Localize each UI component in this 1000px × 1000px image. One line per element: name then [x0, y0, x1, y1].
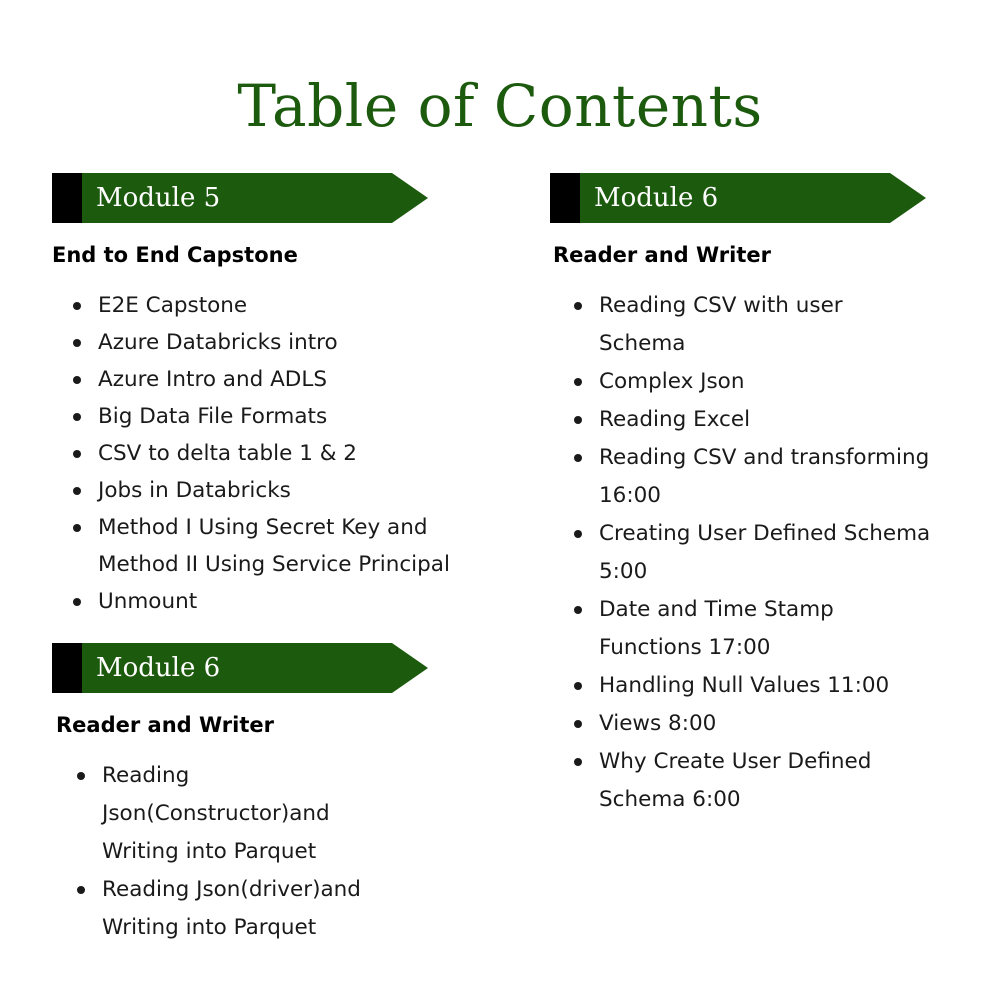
list-item: Reading CSV and transforming 16:00 — [553, 439, 933, 515]
module-5-banner-label: Module 5 — [96, 183, 221, 213]
list-item: Complex Json — [553, 363, 933, 401]
list-item: Date and Time Stamp Functions 17:00 — [553, 591, 933, 667]
bullet-icon — [73, 450, 81, 458]
list-item: E2E Capstone — [52, 287, 482, 324]
module-6-left-banner-label: Module 6 — [96, 653, 221, 683]
list-item: Reading Json(Constructor)and Writing into Parquet — [56, 757, 386, 871]
bullet-icon — [574, 682, 582, 690]
list-item: Azure Intro and ADLS — [52, 361, 482, 398]
list-item: Reading Excel — [553, 401, 933, 439]
module-6-right-subtitle: Reader and Writer — [553, 243, 771, 267]
module-5-subtitle: End to End Capstone — [52, 243, 298, 267]
list-item: Method I Using Secret Key and Method II Using Service Principal — [52, 509, 482, 583]
bullet-icon — [73, 413, 81, 421]
list-item: Azure Databricks intro — [52, 324, 482, 361]
module-6-left-banner — [52, 643, 428, 693]
bullet-icon — [574, 416, 582, 424]
list-item: Handling Null Values 11:00 — [553, 667, 933, 705]
module-6-left-section — [52, 643, 492, 947]
bullet-icon — [574, 530, 582, 538]
module-5-topic-list — [52, 287, 482, 620]
module-6-left-topic-list — [56, 757, 386, 947]
list-item: CSV to delta table 1 & 2 — [52, 435, 482, 472]
bullet-icon — [574, 302, 582, 310]
list-item: Reading Json(driver)and Writing into Parquet — [56, 871, 386, 947]
list-item: Views 8:00 — [553, 705, 933, 743]
bullet-icon — [73, 339, 81, 347]
bullet-icon — [574, 720, 582, 728]
bullet-icon — [73, 524, 81, 532]
module-5-section — [52, 173, 492, 620]
module-6-left-subtitle: Reader and Writer — [56, 713, 274, 737]
bullet-icon — [73, 487, 81, 495]
page-title: Table of Contents — [237, 72, 763, 140]
module-6-right-banner-label: Module 6 — [594, 183, 719, 213]
list-item: Unmount — [52, 583, 482, 620]
list-item: Jobs in Databricks — [52, 472, 482, 509]
list-item: Creating User Defined Schema 5:00 — [553, 515, 933, 591]
bullet-icon — [77, 886, 85, 894]
bullet-icon — [73, 598, 81, 606]
bullet-icon — [574, 454, 582, 462]
module-6-right-section — [550, 173, 970, 819]
bullet-icon — [574, 758, 582, 766]
bullet-icon — [574, 378, 582, 386]
bullet-icon — [574, 606, 582, 614]
bullet-icon — [73, 302, 81, 310]
bullet-icon — [73, 376, 81, 384]
list-item: Why Create User Defined Schema 6:00 — [553, 743, 933, 819]
list-item: Reading CSV with user Schema — [553, 287, 933, 363]
list-item: Big Data File Formats — [52, 398, 482, 435]
module-6-right-banner — [550, 173, 926, 223]
module-5-banner — [52, 173, 428, 223]
bullet-icon — [77, 772, 85, 780]
module-6-right-topic-list — [553, 287, 933, 819]
